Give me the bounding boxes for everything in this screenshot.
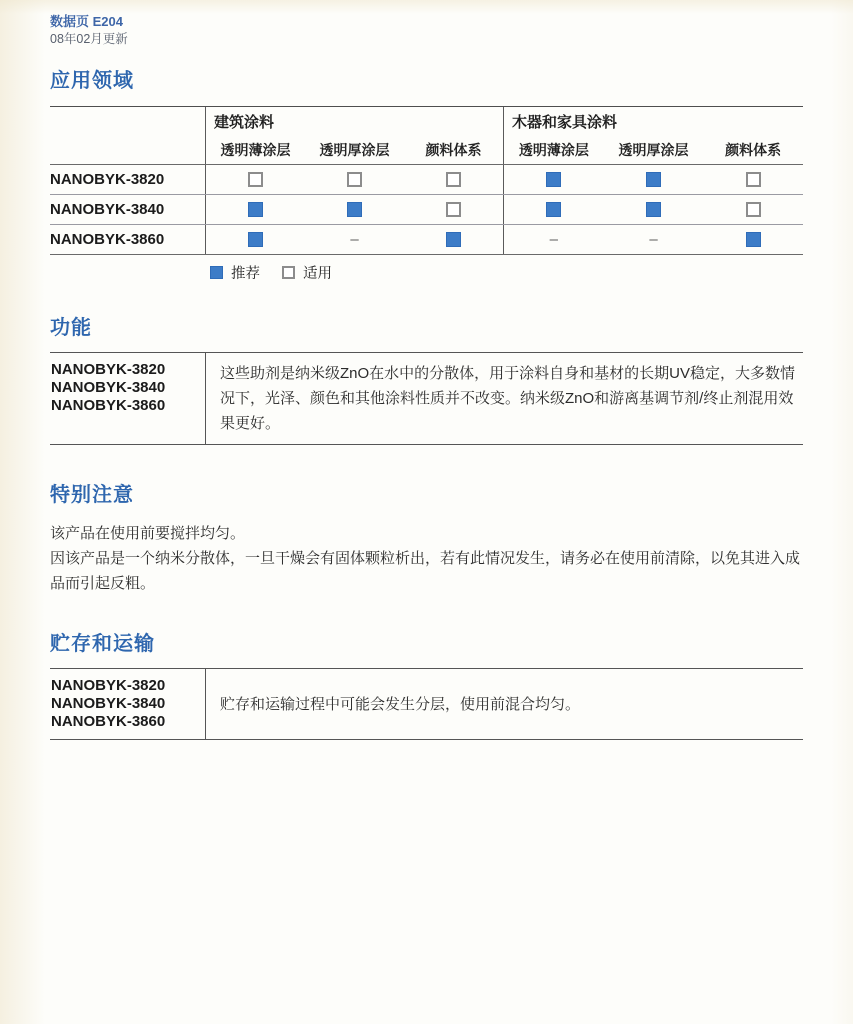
- product-name: NANOBYK-3860: [51, 713, 166, 730]
- special-note-line: 该产品在使用前要搅拌均匀。: [50, 525, 246, 542]
- rating-cell: [206, 225, 305, 254]
- doc-reference: 数据页 E204: [50, 14, 123, 29]
- column-header-label: 透明薄涂层: [220, 142, 291, 158]
- table-group-header-row: [50, 107, 803, 136]
- recommended-square-icon: [248, 202, 263, 217]
- group-label-wood-furniture: 木器和家具涂料: [512, 114, 618, 131]
- application-table-body: [50, 165, 803, 255]
- table-row: [50, 195, 803, 225]
- column-header-cell: [206, 136, 305, 164]
- recommended-square-icon: [646, 172, 661, 187]
- column-header-label: 颜料体系: [725, 142, 782, 158]
- storage-description: [205, 669, 803, 739]
- group-header-spacer: [50, 107, 205, 136]
- suitable-square-icon: [282, 266, 295, 279]
- rating-cell: [604, 195, 704, 224]
- table-subheader-row: [50, 136, 803, 165]
- subheader-group-wood-furniture: [503, 136, 803, 164]
- rating-cell: [504, 165, 604, 194]
- section-title-storage: 贮存和运输: [50, 633, 155, 655]
- rating-cell: [604, 165, 704, 194]
- doc-header: [50, 14, 803, 47]
- function-box: [50, 352, 803, 445]
- product-name-cell: [50, 195, 205, 224]
- suitable-square-icon: [746, 172, 761, 187]
- function-text: 这些助剂是纳米级ZnO在水中的分散体，用于涂料自身和基材的长期UV稳定，大多数情况下，光泽、颜色和其他涂料性质并不改变。纳米级ZnO和游离基调节剂/终止剂混用效果更好。: [220, 365, 796, 432]
- table-row-group: [503, 225, 803, 254]
- section-title-application: 应用领域: [50, 70, 134, 92]
- rating-cell: [206, 165, 305, 194]
- subheader-group-architectural: [205, 136, 503, 164]
- storage-box: [50, 668, 803, 740]
- recommended-square-icon: [746, 232, 761, 247]
- section-title-function: 功能: [50, 317, 92, 339]
- rating-cell: [404, 165, 503, 194]
- rating-cell: [305, 165, 404, 194]
- rating-cell: [504, 225, 604, 254]
- product-name: NANOBYK-3820: [51, 677, 166, 694]
- table-row-group: [205, 195, 503, 224]
- recommended-square-icon: [546, 202, 561, 217]
- suitable-square-icon: [746, 202, 761, 217]
- column-header-label: 透明厚涂层: [319, 142, 390, 158]
- legend-label: 适用: [303, 265, 332, 282]
- rating-cell: [305, 195, 404, 224]
- group-architectural: [205, 107, 503, 136]
- product-name: NANOBYK-3860: [51, 397, 166, 414]
- product-name: NANOBYK-3840: [51, 379, 166, 396]
- rating-cell: [305, 225, 404, 254]
- column-header-label: 颜料体系: [425, 142, 482, 158]
- recommended-square-icon: [646, 202, 661, 217]
- rating-cell: [604, 225, 704, 254]
- recommended-square-icon: [248, 232, 263, 247]
- column-header-label: 透明薄涂层: [518, 142, 589, 158]
- rating-cell: [404, 195, 503, 224]
- product-name-cell: [50, 165, 205, 194]
- suitable-square-icon: [347, 172, 362, 187]
- storage-products: [50, 669, 205, 739]
- rating-cell: [703, 195, 803, 224]
- storage-text: 贮存和运输过程中可能会发生分层，使用前混合均匀。: [220, 695, 581, 713]
- function-products: [50, 353, 205, 444]
- application-table: [50, 106, 803, 255]
- recommended-square-icon: [446, 232, 461, 247]
- section-title-special-note: 特别注意: [50, 484, 134, 506]
- rating-cell: [703, 165, 803, 194]
- function-description: [205, 353, 803, 444]
- group-label-architectural: 建筑涂料: [214, 114, 275, 131]
- table-row-group: [205, 165, 503, 194]
- suitable-square-icon: [446, 172, 461, 187]
- rating-cell: [504, 195, 604, 224]
- suitable-square-icon: [446, 202, 461, 217]
- table-row: [50, 165, 803, 195]
- product-name: NANOBYK-3840: [51, 695, 166, 712]
- product-name-cell: [50, 225, 205, 254]
- column-header-cell: [604, 136, 704, 164]
- table-row: [50, 225, 803, 255]
- not-applicable-dash: –: [649, 231, 658, 248]
- subheader-spacer: [50, 136, 205, 164]
- product-name: NANOBYK-3860: [50, 231, 165, 248]
- column-header-cell: [703, 136, 803, 164]
- suitable-square-icon: [248, 172, 263, 187]
- column-header-cell: [404, 136, 503, 164]
- legend-label: 推荐: [231, 265, 260, 282]
- column-header-label: 透明厚涂层: [618, 142, 689, 158]
- table-row-group: [503, 165, 803, 194]
- not-applicable-dash: –: [549, 231, 558, 248]
- product-name: NANOBYK-3820: [51, 361, 166, 378]
- rating-cell: [404, 225, 503, 254]
- special-note-line: 因该产品是一个纳米分散体，一旦干燥会有固体颗粒析出，若有此情况发生，请务必在使用前清除，以免其进入成品而引起反粗。: [50, 550, 801, 592]
- product-name: NANOBYK-3820: [50, 171, 165, 188]
- column-header-cell: [504, 136, 604, 164]
- special-note-text: [50, 521, 805, 596]
- rating-cell: [703, 225, 803, 254]
- not-applicable-dash: –: [350, 231, 359, 248]
- recommended-square-icon: [546, 172, 561, 187]
- doc-updated-date: 08年02月更新: [50, 32, 128, 46]
- group-wood-furniture: [503, 107, 803, 136]
- recommended-square-icon: [210, 266, 223, 279]
- table-row-group: [503, 195, 803, 224]
- rating-cell: [206, 195, 305, 224]
- table-legend: [210, 264, 803, 280]
- recommended-square-icon: [347, 202, 362, 217]
- column-header-cell: [305, 136, 404, 164]
- product-name: NANOBYK-3840: [50, 201, 165, 218]
- table-row-group: [205, 225, 503, 254]
